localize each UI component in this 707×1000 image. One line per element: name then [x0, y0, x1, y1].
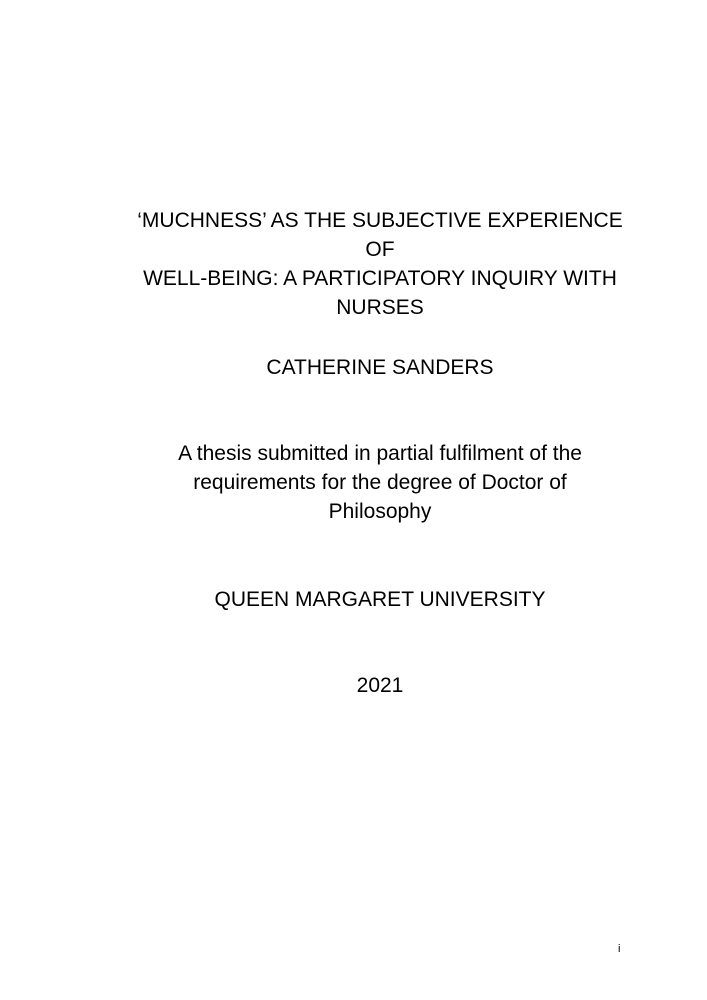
institution-name: QUEEN MARGARET UNIVERSITY — [214, 588, 546, 611]
author-name: CATHERINE SANDERS — [266, 356, 494, 379]
degree-statement-line: Philosophy — [328, 500, 432, 523]
thesis-title — [120, 206, 640, 322]
degree-statement-line: A thesis submitted in partial fulfilment of the — [178, 442, 582, 465]
thesis-title-line: ‘MUCHNESS’ AS THE SUBJECTIVE EXPERIENCE OF — [137, 209, 623, 261]
page-number: i — [618, 943, 621, 955]
degree-statement — [120, 439, 640, 526]
degree-statement-line: requirements for the degree of Doctor of — [193, 471, 567, 494]
submission-year: 2021 — [356, 674, 404, 697]
thesis-title-line: NURSES — [336, 296, 424, 319]
thesis-title-line: WELL-BEING: A PARTICIPATORY INQUIRY WITH — [143, 267, 617, 290]
